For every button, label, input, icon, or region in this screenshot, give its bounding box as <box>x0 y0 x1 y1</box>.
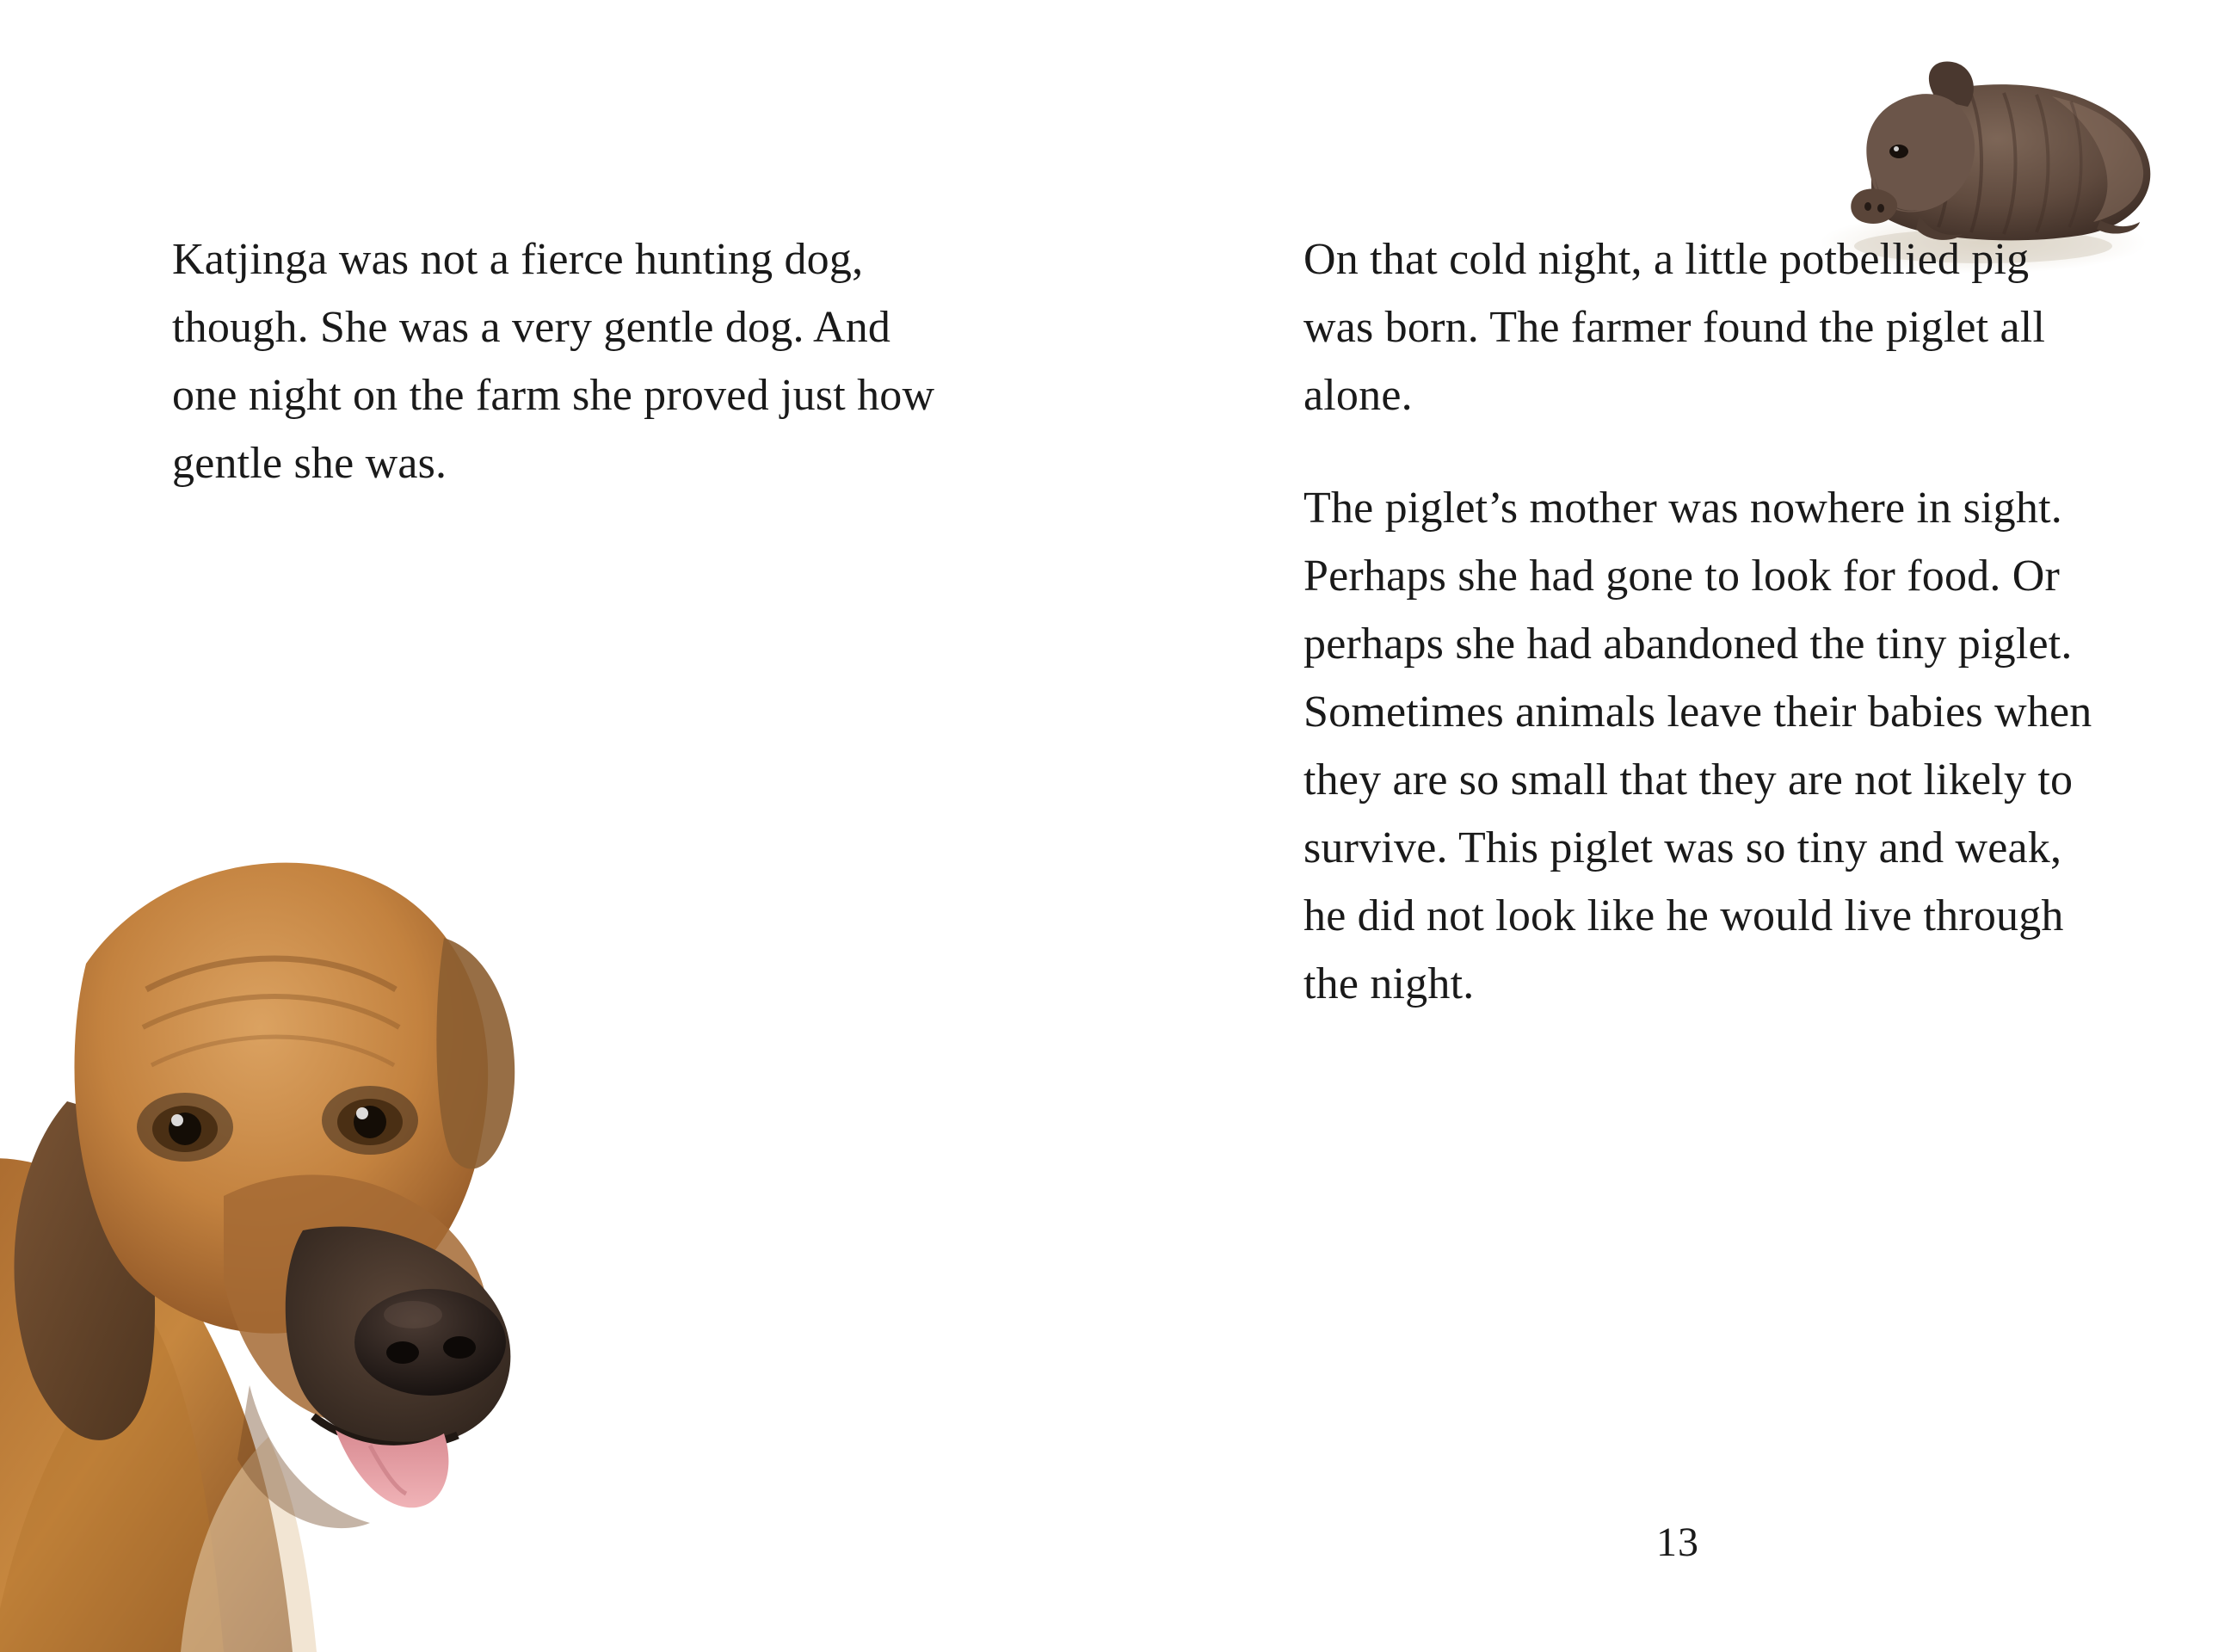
right-page-paragraph-1: On that cold night, a little potbellied pig was born. The farmer found the piglet all alone. <box>1303 235 2046 421</box>
right-page-text-block <box>1303 225 2095 1018</box>
right-page-paragraph-2: The piglet’s mother was nowhere in sight. Perhaps she had gone to look for food. Or perhaps she had abandoned the tiny piglet. Sometimes animals leave their babies when they are so small that they are not likely to survive. This piglet was so tiny and weak, he did not look like he would live through the night. <box>1303 484 2092 1009</box>
page-number: 13 <box>1656 1519 1699 1565</box>
left-page-paragraph: Katjinga was not a fierce hunting dog, though. She was a very gentle dog. And one night on the farm she proved just how gentle she was. <box>172 235 935 489</box>
left-page <box>0 0 1118 1649</box>
right-page <box>1118 0 2237 1649</box>
dog-photo <box>0 680 878 1652</box>
